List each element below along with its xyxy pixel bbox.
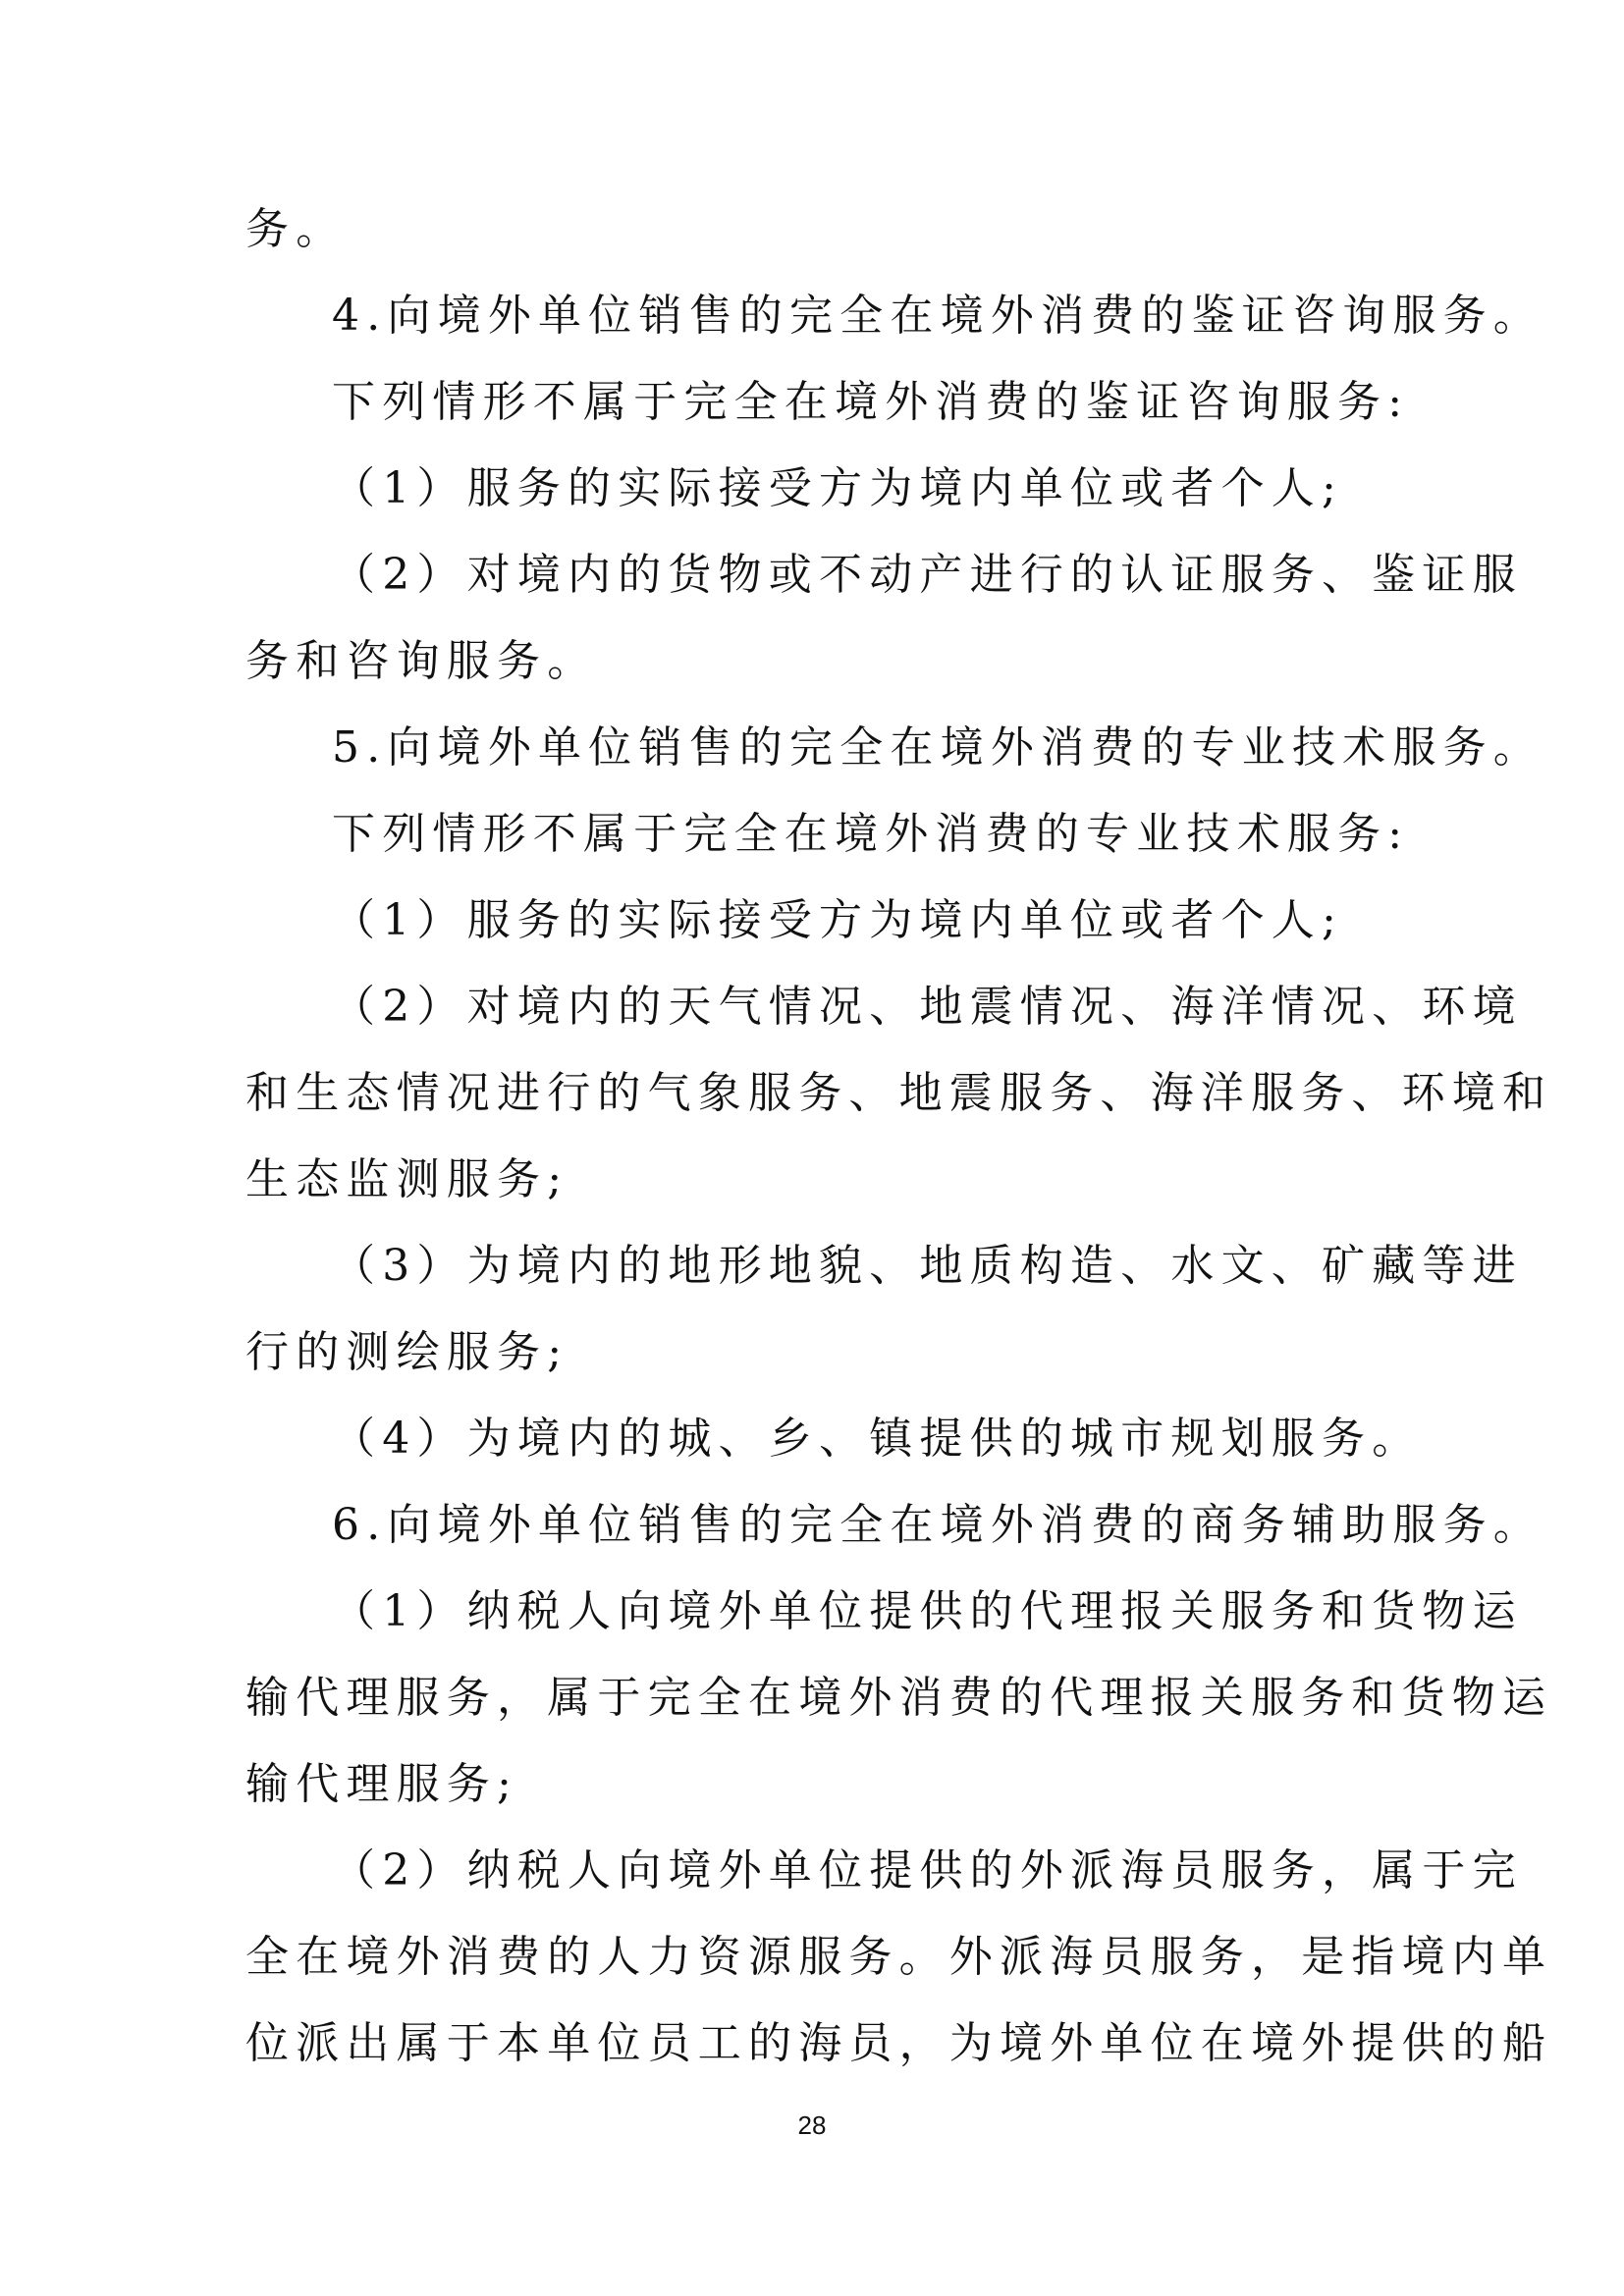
text-line: 下列情形不属于完全在境外消费的鉴证咨询服务: [332, 377, 1410, 427]
text-line: （2）纳税人向境外单位提供的外派海员服务，属于完 [332, 1845, 1523, 1896]
text-line: 5.向境外单位销售的完全在境外消费的专业技术服务。 [332, 722, 1543, 773]
text-line: （1）纳税人向境外单位提供的代理报关服务和货物运 [332, 1586, 1523, 1636]
text-line: 行的测绘服务; [245, 1327, 569, 1377]
text-line: 输代理服务; [245, 1759, 519, 1809]
text-line: 6.向境外单位销售的完全在境外消费的商务辅助服务。 [332, 1500, 1543, 1550]
text-line: 务。 [245, 204, 347, 254]
text-line: 下列情形不属于完全在境外消费的专业技术服务: [332, 809, 1410, 859]
text-line: 4.向境外单位销售的完全在境外消费的鉴证咨询服务。 [332, 291, 1543, 341]
text-line: （4）为境内的城、乡、镇提供的城市规划服务。 [332, 1414, 1423, 1464]
text-line: 位派出属于本单位员工的海员，为境外单位在境外提供的船 [245, 2018, 1553, 2068]
text-line: 生态监测服务; [245, 1154, 569, 1204]
text-line: （2）对境内的货物或不动产进行的认证服务、鉴证服 [332, 550, 1523, 600]
text-line: 和生态情况进行的气象服务、地震服务、海洋服务、环境和 [245, 1068, 1553, 1118]
text-line: （3）为境内的地形地貌、地质构造、水文、矿藏等进 [332, 1241, 1523, 1291]
text-line: 全在境外消费的人力资源服务。外派海员服务，是指境内单 [245, 1932, 1553, 1982]
page-number: 28 [797, 2110, 827, 2140]
text-line: （2）对境内的天气情况、地震情况、海洋情况、环境 [332, 982, 1523, 1032]
text-line: （1）服务的实际接受方为境内单位或者个人; [332, 895, 1344, 945]
text-line: 务和咨询服务。 [245, 636, 598, 686]
text-line: （1）服务的实际接受方为境内单位或者个人; [332, 463, 1344, 513]
text-line: 输代理服务，属于完全在境外消费的代理报关服务和货物运 [245, 1673, 1553, 1723]
